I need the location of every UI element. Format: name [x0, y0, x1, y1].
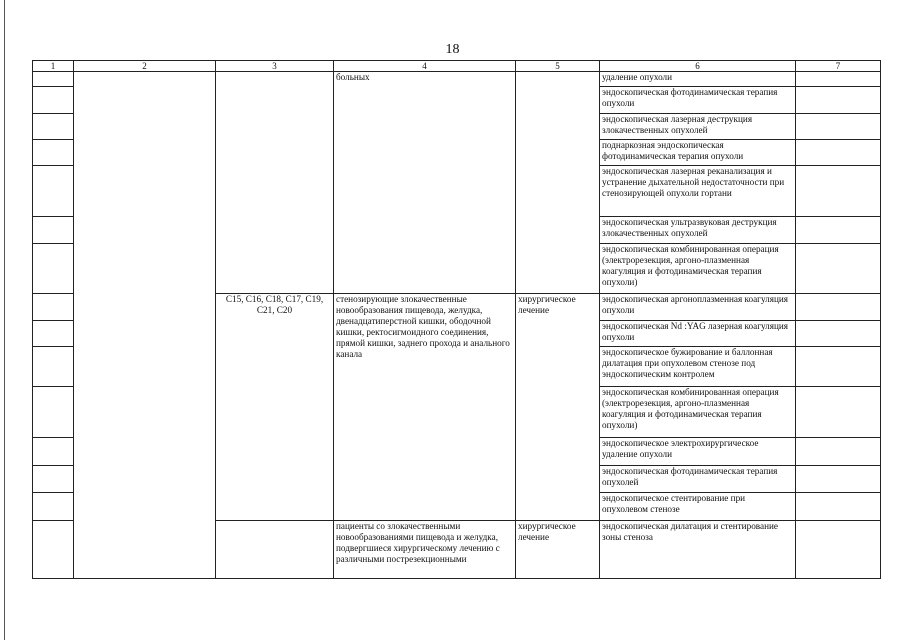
cell-col1 [33, 493, 74, 521]
treatment-cell: хирургическое лечение [516, 521, 600, 579]
header-cell: 4 [334, 61, 516, 72]
header-cell: 3 [216, 61, 334, 72]
cell-col2 [74, 72, 216, 579]
method-cell: эндоскопическая фотодинамическая терапия опухоли [600, 87, 796, 114]
cell-col3 [216, 521, 334, 579]
cell-col7 [796, 493, 881, 521]
treatment-table [32, 60, 881, 579]
method-cell: эндоскопическая дилатация и стентирование зоны стеноза [600, 521, 796, 579]
cell-col1 [33, 87, 74, 114]
cell-col1 [33, 166, 74, 217]
page-number: 18 [445, 42, 460, 57]
method-cell: эндоскопическая Nd :YAG лазерная коагуляция опухоли [600, 321, 796, 347]
cell-col1 [33, 114, 74, 140]
cell-col1 [33, 72, 74, 87]
cell-col1 [33, 140, 74, 166]
cell-col7 [796, 244, 881, 294]
method-cell: эндоскопическое электрохирургическое удаление опухоли [600, 438, 796, 466]
method-cell: эндоскопическое бужирование и баллонная дилатация при опухолевом стенозе под эндоскопическим контролем [600, 347, 796, 387]
cell-col7 [796, 321, 881, 347]
condition-cell: больных [334, 72, 516, 294]
method-cell: эндоскопическая ультразвуковая деструкция злокачественных опухолей [600, 217, 796, 244]
treatment-cell: хирургическое лечение [516, 294, 600, 521]
header-cell: 5 [516, 61, 600, 72]
cell-col7 [796, 294, 881, 321]
cell-col7 [796, 72, 881, 87]
cell-col1 [33, 466, 74, 493]
method-cell: эндоскопическая комбинированная операция (электрорезекция, аргоно-плазменная коагуляция и фотодинамическая терапия опухоли) [600, 244, 796, 294]
header-cell: 1 [33, 61, 74, 72]
table-row [33, 72, 881, 87]
cell-col1 [33, 294, 74, 321]
header-cell: 2 [74, 61, 216, 72]
cell-col7 [796, 166, 881, 217]
diagnosis-codes-cell: C15, C16, C18, C17, C19, C21, C20 [216, 294, 334, 521]
cell-col1 [33, 217, 74, 244]
cell-col7 [796, 521, 881, 579]
method-cell: эндоскопическая фотодинамическая терапия опухолей [600, 466, 796, 493]
condition-cell: стенозирующие злокачественные новообразования пищевода, желудка, двенадцатиперстной кишки, ободочной кишки, ректосигмоидного соединения, прямой кишки, заднего прохода и анального канала [334, 294, 516, 521]
method-cell: эндоскопическая лазерная деструкция злокачественных опухолей [600, 114, 796, 140]
cell-col7 [796, 387, 881, 438]
cell-col1 [33, 321, 74, 347]
method-cell: удаление опухоли [600, 72, 796, 87]
header-row [33, 61, 881, 72]
cell-col3 [216, 72, 334, 294]
cell-col7 [796, 347, 881, 387]
condition-cell: пациенты со злокачественными новообразованиями пищевода и желудка, подвергшиеся хирургическому лечению с различными пострезекционными [334, 521, 516, 579]
cell-col1 [33, 521, 74, 579]
cell-col1 [33, 438, 74, 466]
method-cell: эндоскопическая аргоноплазменная коагуляция опухоли [600, 294, 796, 321]
cell-col1 [33, 347, 74, 387]
cell-col7 [796, 466, 881, 493]
cell-col7 [796, 140, 881, 166]
cell-col7 [796, 87, 881, 114]
cell-col7 [796, 217, 881, 244]
method-cell: эндоскопическая комбинированная операция (электрорезекция, аргоно-плазменная коагуляция и фотодинамическая терапия опухоли) [600, 387, 796, 438]
cell-col7 [796, 114, 881, 140]
method-cell: эндоскопическое стентирование при опухолевом стенозе [600, 493, 796, 521]
page-left-edge [4, 0, 5, 640]
method-cell: эндоскопическая лазерная реканализация и устранение дыхательной недостаточности при стенозирующей опухоли гортани [600, 166, 796, 217]
cell-col1 [33, 387, 74, 438]
treatment-cell [516, 72, 600, 294]
header-cell: 6 [600, 61, 796, 72]
cell-col1 [33, 244, 74, 294]
header-cell: 7 [796, 61, 881, 72]
cell-col7 [796, 438, 881, 466]
method-cell: поднаркозная эндоскопическая фотодинамическая терапия опухоли [600, 140, 796, 166]
